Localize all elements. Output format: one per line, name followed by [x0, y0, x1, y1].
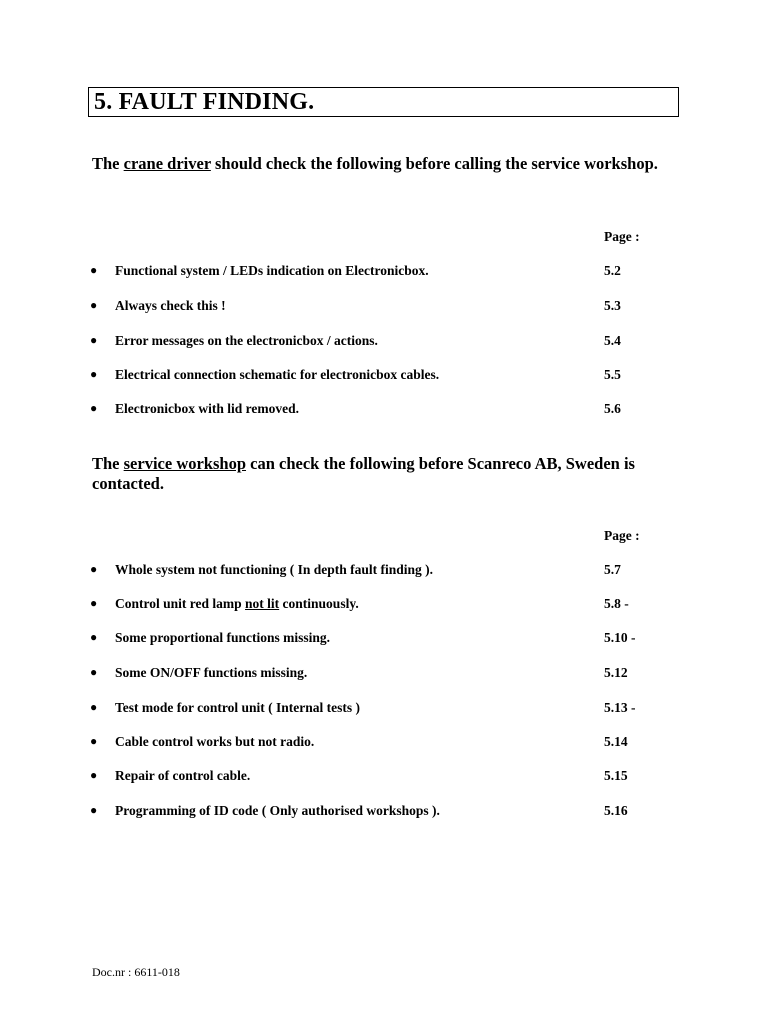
item-label-text: continuously.: [279, 596, 359, 611]
item-label: Always check this !: [115, 298, 226, 313]
intro-text: The: [92, 154, 124, 173]
item-page: 5.5: [604, 367, 621, 382]
list-item: [0, 630, 768, 648]
crane-driver-underlined: crane driver: [123, 154, 211, 173]
bullet-icon: ●: [90, 401, 98, 415]
list-item: [0, 665, 768, 683]
bullet-icon: ●: [90, 333, 98, 347]
item-page: 5.6: [604, 401, 621, 416]
bullet-icon: ●: [90, 298, 98, 312]
item-page: 5.4: [604, 333, 621, 348]
intro-text: can check the following before Scanreco AB, Sweden is contacted.: [92, 454, 635, 493]
item-label: Some proportional functions missing.: [115, 630, 331, 645]
list-item: [0, 298, 768, 316]
bullet-icon: ●: [90, 596, 98, 610]
item-page: 5.8 -: [604, 596, 629, 611]
list-item: [0, 596, 768, 614]
item-label: Electronicbox with lid removed.: [115, 401, 299, 416]
bullet-icon: ●: [90, 734, 98, 748]
item-label: Cable control works but not radio.: [115, 734, 315, 749]
bullet-icon: ●: [90, 768, 98, 782]
bullet-icon: ●: [90, 630, 98, 644]
section-heading-box: [88, 87, 679, 117]
item-page: 5.3: [604, 298, 621, 313]
item-label: [115, 596, 359, 612]
crane-driver-intro: [92, 154, 672, 174]
item-page: 5.16: [604, 803, 628, 818]
intro-text: The: [92, 454, 124, 473]
item-label: Repair of control cable.: [115, 768, 251, 783]
service-workshop-intro: [92, 454, 672, 494]
bullet-icon: ●: [90, 700, 98, 714]
list-item: [0, 333, 768, 351]
list-item: [0, 401, 768, 419]
list-item: [0, 768, 768, 786]
item-label: Some ON/OFF functions missing.: [115, 665, 308, 680]
item-label: Whole system not functioning ( In depth fault finding ).: [115, 562, 434, 577]
item-page: 5.10 -: [604, 630, 636, 645]
item-label: Programming of ID code ( Only authorised workshops ).: [115, 803, 440, 818]
page-column-label: Page :: [604, 229, 640, 244]
page-column-label: Page :: [604, 528, 640, 543]
bullet-icon: ●: [90, 562, 98, 576]
list-item: [0, 700, 768, 718]
item-label-text: Control unit red lamp: [115, 596, 246, 611]
not-lit-underlined: not lit: [245, 596, 280, 611]
intro-text: should check the following before calling the service workshop.: [210, 154, 658, 173]
service-workshop-underlined: service workshop: [123, 454, 247, 473]
item-label: Test mode for control unit ( Internal tests ): [115, 700, 360, 715]
item-page: 5.15: [604, 768, 628, 783]
item-page: 5.14: [604, 734, 628, 749]
list-item: [0, 734, 768, 752]
item-page: 5.2: [604, 263, 621, 278]
bullet-icon: ●: [90, 367, 98, 381]
item-page: 5.12: [604, 665, 628, 680]
list-item: [0, 803, 768, 821]
item-page: 5.7: [604, 562, 621, 577]
item-label: Functional system / LEDs indication on Electronicbox.: [115, 263, 429, 278]
item-page: 5.13 -: [604, 700, 636, 715]
document-number: Doc.nr : 6611-018: [92, 965, 180, 979]
bullet-icon: ●: [90, 263, 98, 277]
list-item: [0, 263, 768, 281]
item-label: Error messages on the electronicbox / actions.: [115, 333, 378, 348]
list-item: [0, 367, 768, 385]
list-item: [0, 562, 768, 580]
item-label: Electrical connection schematic for electronicbox cables.: [115, 367, 440, 382]
bullet-icon: ●: [90, 803, 98, 817]
bullet-icon: ●: [90, 665, 98, 679]
section-heading: 5. FAULT FINDING.: [94, 89, 315, 115]
